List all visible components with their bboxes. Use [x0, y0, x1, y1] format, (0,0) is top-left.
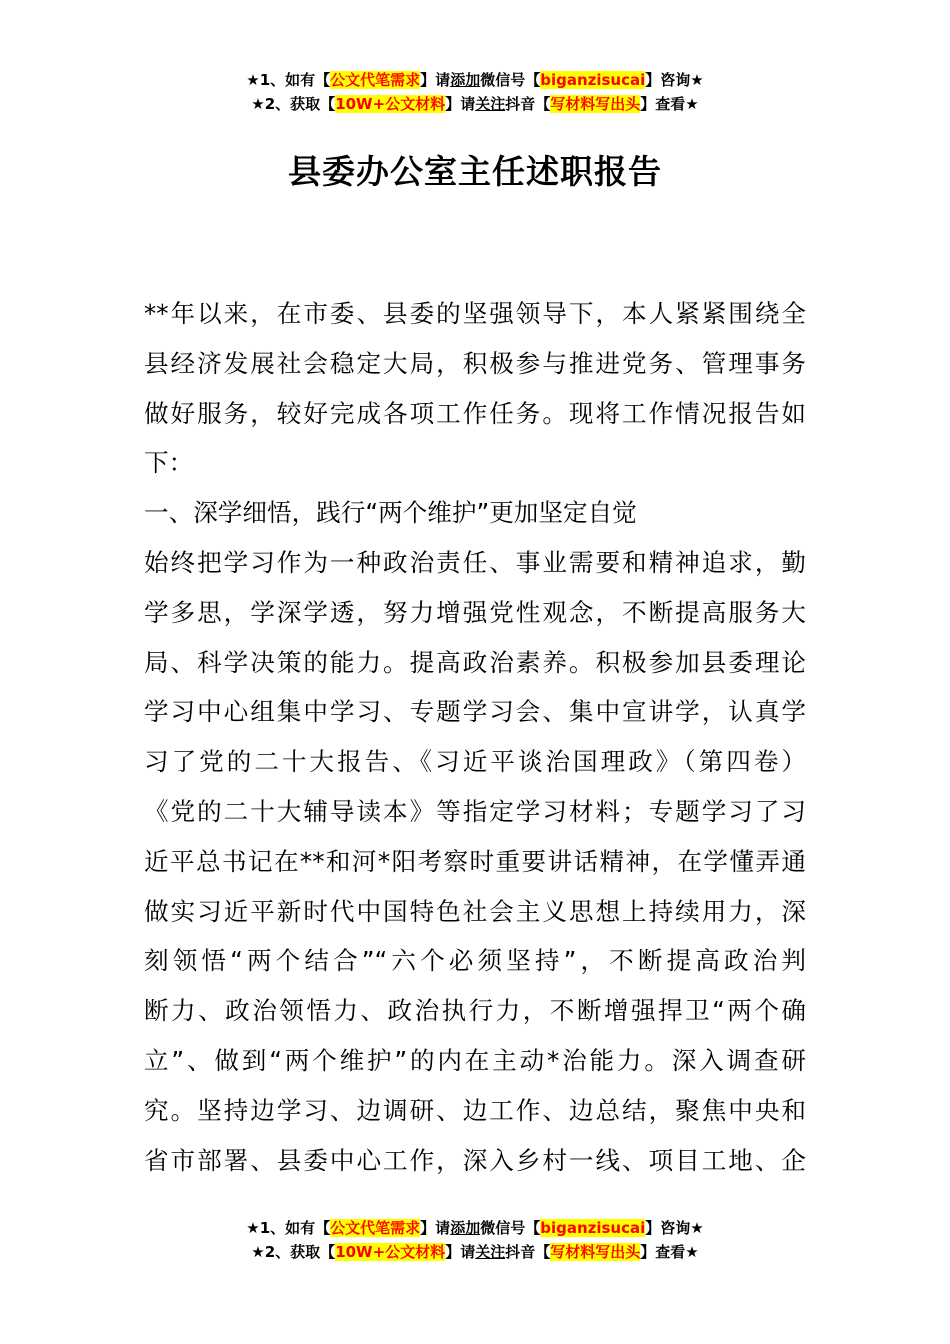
banner-underlined-text: 关注 — [475, 1243, 506, 1261]
body-line: 究。坚持边学习、边调研、边工作、边总结，聚焦中央和 — [144, 1095, 806, 1125]
body-line: 做好服务，较好完成各项工作任务。现将工作情况报告如 — [144, 398, 806, 428]
body-line: 省市部署、县委中心工作，深入乡村一线、项目工地、企 — [144, 1145, 806, 1175]
header-banner — [0, 68, 950, 116]
banner-text: 抖音【 — [505, 1243, 551, 1261]
body-line: 近平总书记在**和河*阳考察时重要讲话精神，在学懂弄通 — [144, 846, 806, 876]
banner-text: ★2、获取【 — [251, 1243, 336, 1261]
banner-text: 】咨询★ — [645, 1219, 704, 1237]
banner-text: ★2、获取【 — [251, 95, 336, 113]
body-line: 下： — [144, 448, 194, 478]
body-line: 《党的二十大辅导读本》等指定学习材料；专题学习了习 — [144, 796, 806, 826]
body-line: 学习中心组集中学习、专题学习会、集中宣讲学，认真学 — [144, 697, 806, 727]
body-line: **年以来，在市委、县委的坚强领导下，本人紧紧围绕全 — [144, 299, 806, 328]
document-title: 县委办公室主任述职报告 — [288, 152, 662, 191]
body-line: 局、科学决策的能力。提高政治素养。积极参加县委理论 — [144, 647, 806, 677]
banner-line-2 — [0, 92, 950, 116]
body-line: 始终把学习作为一种政治责任、事业需要和精神追求，勤 — [144, 547, 806, 577]
highlight-douyin-account: 写材料写出头 — [550, 1243, 641, 1261]
body-line: 刻领悟“两个结合”“六个必须坚持”，不断提高政治判 — [144, 946, 806, 976]
highlight-service: 公文代笔需求 — [330, 71, 421, 89]
banner-text: ★1、如有【 — [246, 71, 331, 89]
highlight-materials: 10W+公文材料 — [335, 1243, 446, 1261]
banner-text: 】查看★ — [640, 95, 699, 113]
body-line: 做实习近平新时代中国特色社会主义思想上持续用力，深 — [144, 896, 806, 926]
banner-text: 抖音【 — [505, 95, 551, 113]
highlight-wechat-id: biganzisucai — [540, 71, 646, 89]
section-heading: 一、深学细悟，践行“两个维护”更加坚定自觉 — [144, 498, 637, 528]
body-line: 断力、政治领悟力、政治执行力，不断增强捍卫“两个确 — [144, 996, 806, 1026]
banner-text: 】查看★ — [640, 1243, 699, 1261]
banner-text: ★1、如有【 — [246, 1219, 331, 1237]
banner-text: 】咨询★ — [645, 71, 704, 89]
banner-underlined-text: 关注 — [475, 95, 506, 113]
banner-line-1 — [0, 1216, 950, 1240]
banner-text: 微信号【 — [480, 71, 541, 89]
body-line: 习了党的二十大报告、《习近平谈治国理政》（第四卷） — [144, 747, 806, 777]
banner-line-2 — [0, 1240, 950, 1264]
banner-line-1 — [0, 68, 950, 92]
highlight-materials: 10W+公文材料 — [335, 95, 446, 113]
banner-text: 】请 — [445, 1243, 476, 1261]
highlight-service: 公文代笔需求 — [330, 1219, 421, 1237]
banner-text: 】请 — [445, 95, 476, 113]
highlight-wechat-id: biganzisucai — [540, 1219, 646, 1237]
banner-text: 】请 — [420, 71, 451, 89]
body-line: 县经济发展社会稳定大局，积极参与推进党务、管理事务 — [144, 348, 806, 378]
footer-banner — [0, 1216, 950, 1264]
body-line: 立”、做到“两个维护”的内在主动*治能力。深入调查研 — [144, 1045, 806, 1075]
body-line: 学多思，学深学透，努力增强党性观念，不断提高服务大 — [144, 597, 806, 627]
banner-underlined-text: 添加 — [450, 71, 481, 89]
banner-underlined-text: 添加 — [450, 1219, 481, 1237]
document-body — [144, 289, 806, 1185]
banner-text: 】请 — [420, 1219, 451, 1237]
banner-text: 微信号【 — [480, 1219, 541, 1237]
highlight-douyin-account: 写材料写出头 — [550, 95, 641, 113]
